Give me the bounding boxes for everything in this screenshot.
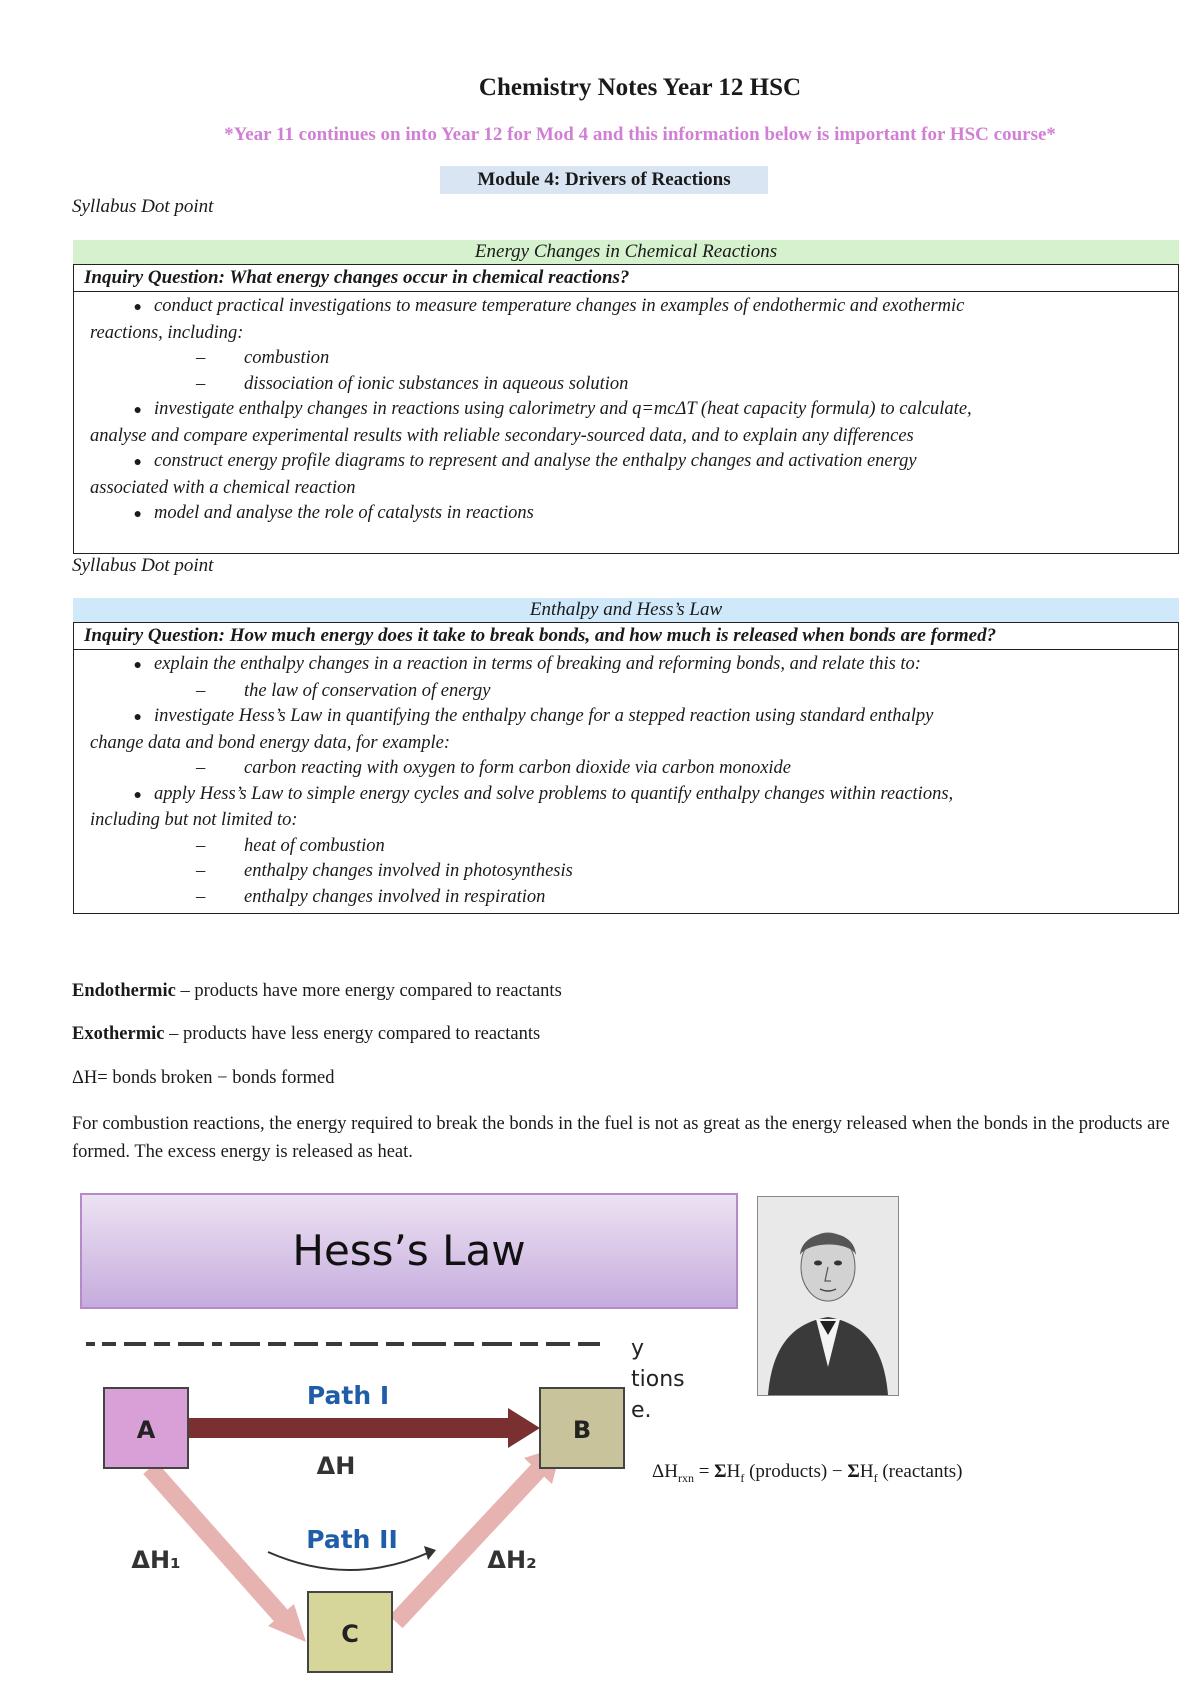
dash-icon: – bbox=[196, 680, 206, 701]
dot-point-list bbox=[74, 650, 1178, 920]
sub-item: – the law of conservation of energy bbox=[90, 679, 1164, 705]
syllabus-box bbox=[73, 622, 1179, 914]
delta-h2-arrow bbox=[396, 1468, 540, 1622]
delta-h-label: ΔH bbox=[316, 1452, 356, 1480]
section-energy-changes bbox=[73, 240, 1179, 554]
list-item-continuation: including but not limited to: bbox=[90, 810, 298, 830]
bullet-icon: ● bbox=[133, 507, 142, 522]
sigma-symbol: Σ bbox=[847, 1461, 860, 1482]
sub-item: – combustion bbox=[90, 346, 1164, 372]
combustion-paragraph: For combustion reactions, the energy required to break the bonds in the fuel is not as great as the energy released when the bonds in the products are formed. The excess energy is released as heat. bbox=[72, 1114, 1170, 1162]
enthalpy-formula: $\Delta H_{rxn} = \Sigma H_f$ (products) − $\Sigma H_f$ (reactants) bbox=[652, 1461, 963, 1485]
list-item-continuation: analyse and compare experimental results with reliable secondary-sourced data, and to explain any differences bbox=[90, 425, 914, 446]
path-1-arrowhead bbox=[508, 1408, 540, 1448]
delta-h2-label: ΔH₂ bbox=[487, 1546, 537, 1574]
subtitle-note: *Year 11 continues on into Year 12 for Mod 4 and this information below is important for HSC course* bbox=[224, 124, 1056, 145]
endothermic-definition: Endothermic – products have more energy compared to reactants bbox=[72, 981, 562, 1001]
syllabus-label: Syllabus Dot point bbox=[72, 555, 214, 576]
module-heading: Module 4: Drivers of Reactions bbox=[440, 166, 768, 194]
list-item-continuation: associated with a chemical reaction bbox=[90, 477, 356, 498]
bullet-icon: ● bbox=[133, 787, 142, 803]
list-item: ● investigate Hess’s Law in quantifying the enthalpy change for a stepped reaction using standard enthalpy bbox=[90, 704, 1164, 731]
list-item-continuation: change data and bond energy data, for example: bbox=[90, 732, 450, 753]
delta-h-equation: ΔH= bonds broken − bonds formed bbox=[72, 1068, 335, 1088]
page-title: Chemistry Notes Year 12 HSC bbox=[478, 74, 802, 101]
list-item-continuation: reactions, including: bbox=[90, 322, 244, 343]
path-1-label: Path I bbox=[306, 1381, 390, 1410]
inquiry-question: Inquiry Question: How much energy does it take to break bonds, and how much is released when bonds are formed? bbox=[74, 623, 1178, 650]
list-item: ● conduct practical investigations to measure temperature changes in examples of endothermic and exothermic bbox=[90, 294, 1164, 321]
delta-h1-label: ΔH₁ bbox=[131, 1546, 181, 1574]
list-item: ● model and analyse the role of catalysts in reactions bbox=[90, 501, 1164, 528]
section-title: Enthalpy and Hess’s Law bbox=[73, 598, 1179, 622]
sub-item: – enthalpy changes involved in photosynthesis bbox=[90, 859, 1164, 885]
list-item: ● construct energy profile diagrams to represent and analyse the enthalpy changes and activation energy bbox=[90, 449, 1164, 476]
dash-icon: – bbox=[196, 348, 206, 368]
term: Exothermic bbox=[72, 1024, 165, 1044]
inquiry-question: Inquiry Question: What energy changes occur in chemical reactions? bbox=[74, 265, 1178, 292]
sigma-symbol: Σ bbox=[714, 1461, 727, 1482]
clipped-text-fragment: y bbox=[631, 1336, 645, 1361]
box-c-label: C bbox=[341, 1620, 359, 1648]
bullet-icon: ● bbox=[133, 455, 142, 470]
box-b-label: B bbox=[572, 1416, 592, 1444]
dash-icon: – bbox=[196, 861, 206, 881]
clipped-text-fragment: e. bbox=[631, 1398, 652, 1423]
list-item: ● apply Hess’s Law to simple energy cycles and solve problems to quantify enthalpy changes within reactions, bbox=[90, 782, 1164, 809]
dot-point-list bbox=[74, 292, 1178, 538]
sub-item: – dissociation of ionic substances in aqueous solution bbox=[90, 372, 1164, 398]
list-item: ● explain the enthalpy changes in a reaction in terms of breaking and reforming bonds, and relate this to: bbox=[90, 652, 1164, 679]
section-title: Energy Changes in Chemical Reactions bbox=[73, 240, 1179, 264]
dash-icon: – bbox=[196, 886, 206, 907]
path-2-label: Path II bbox=[306, 1525, 398, 1554]
delta-h1-arrow bbox=[150, 1468, 283, 1618]
portrait-illustration bbox=[758, 1197, 898, 1395]
bullet-icon: ● bbox=[133, 403, 142, 418]
bullet-icon: ● bbox=[133, 710, 142, 725]
dash-icon: – bbox=[196, 758, 206, 778]
path-2-curve bbox=[268, 1552, 430, 1570]
term: Endothermic bbox=[72, 981, 176, 1001]
hess-cycle-diagram bbox=[80, 1336, 640, 1686]
dash-icon: – bbox=[196, 373, 206, 394]
bullet-icon: ● bbox=[133, 658, 142, 673]
syllabus-label: Syllabus Dot point bbox=[72, 196, 214, 217]
sub-item: – heat of combustion bbox=[90, 834, 1164, 860]
clipped-text-fragment: tions bbox=[631, 1367, 685, 1392]
sub-item: – carbon reacting with oxygen to form carbon dioxide via carbon monoxide bbox=[90, 756, 1164, 782]
exothermic-definition: Exothermic – products have less energy compared to reactants bbox=[72, 1024, 541, 1044]
portrait-image bbox=[757, 1196, 899, 1396]
box-a-label: A bbox=[136, 1416, 156, 1444]
bullet-icon: ● bbox=[133, 300, 142, 315]
section-enthalpy-hess bbox=[73, 598, 1179, 914]
sub-item: – enthalpy changes involved in respiration bbox=[90, 885, 1164, 911]
list-item: ● investigate enthalpy changes in reactions using calorimetry and q=mcΔT (heat capacity formula) to calculate, bbox=[90, 397, 1164, 424]
dash-icon: – bbox=[196, 835, 206, 856]
syllabus-box bbox=[73, 264, 1179, 554]
hess-law-banner: Hess’s Law bbox=[80, 1193, 738, 1309]
